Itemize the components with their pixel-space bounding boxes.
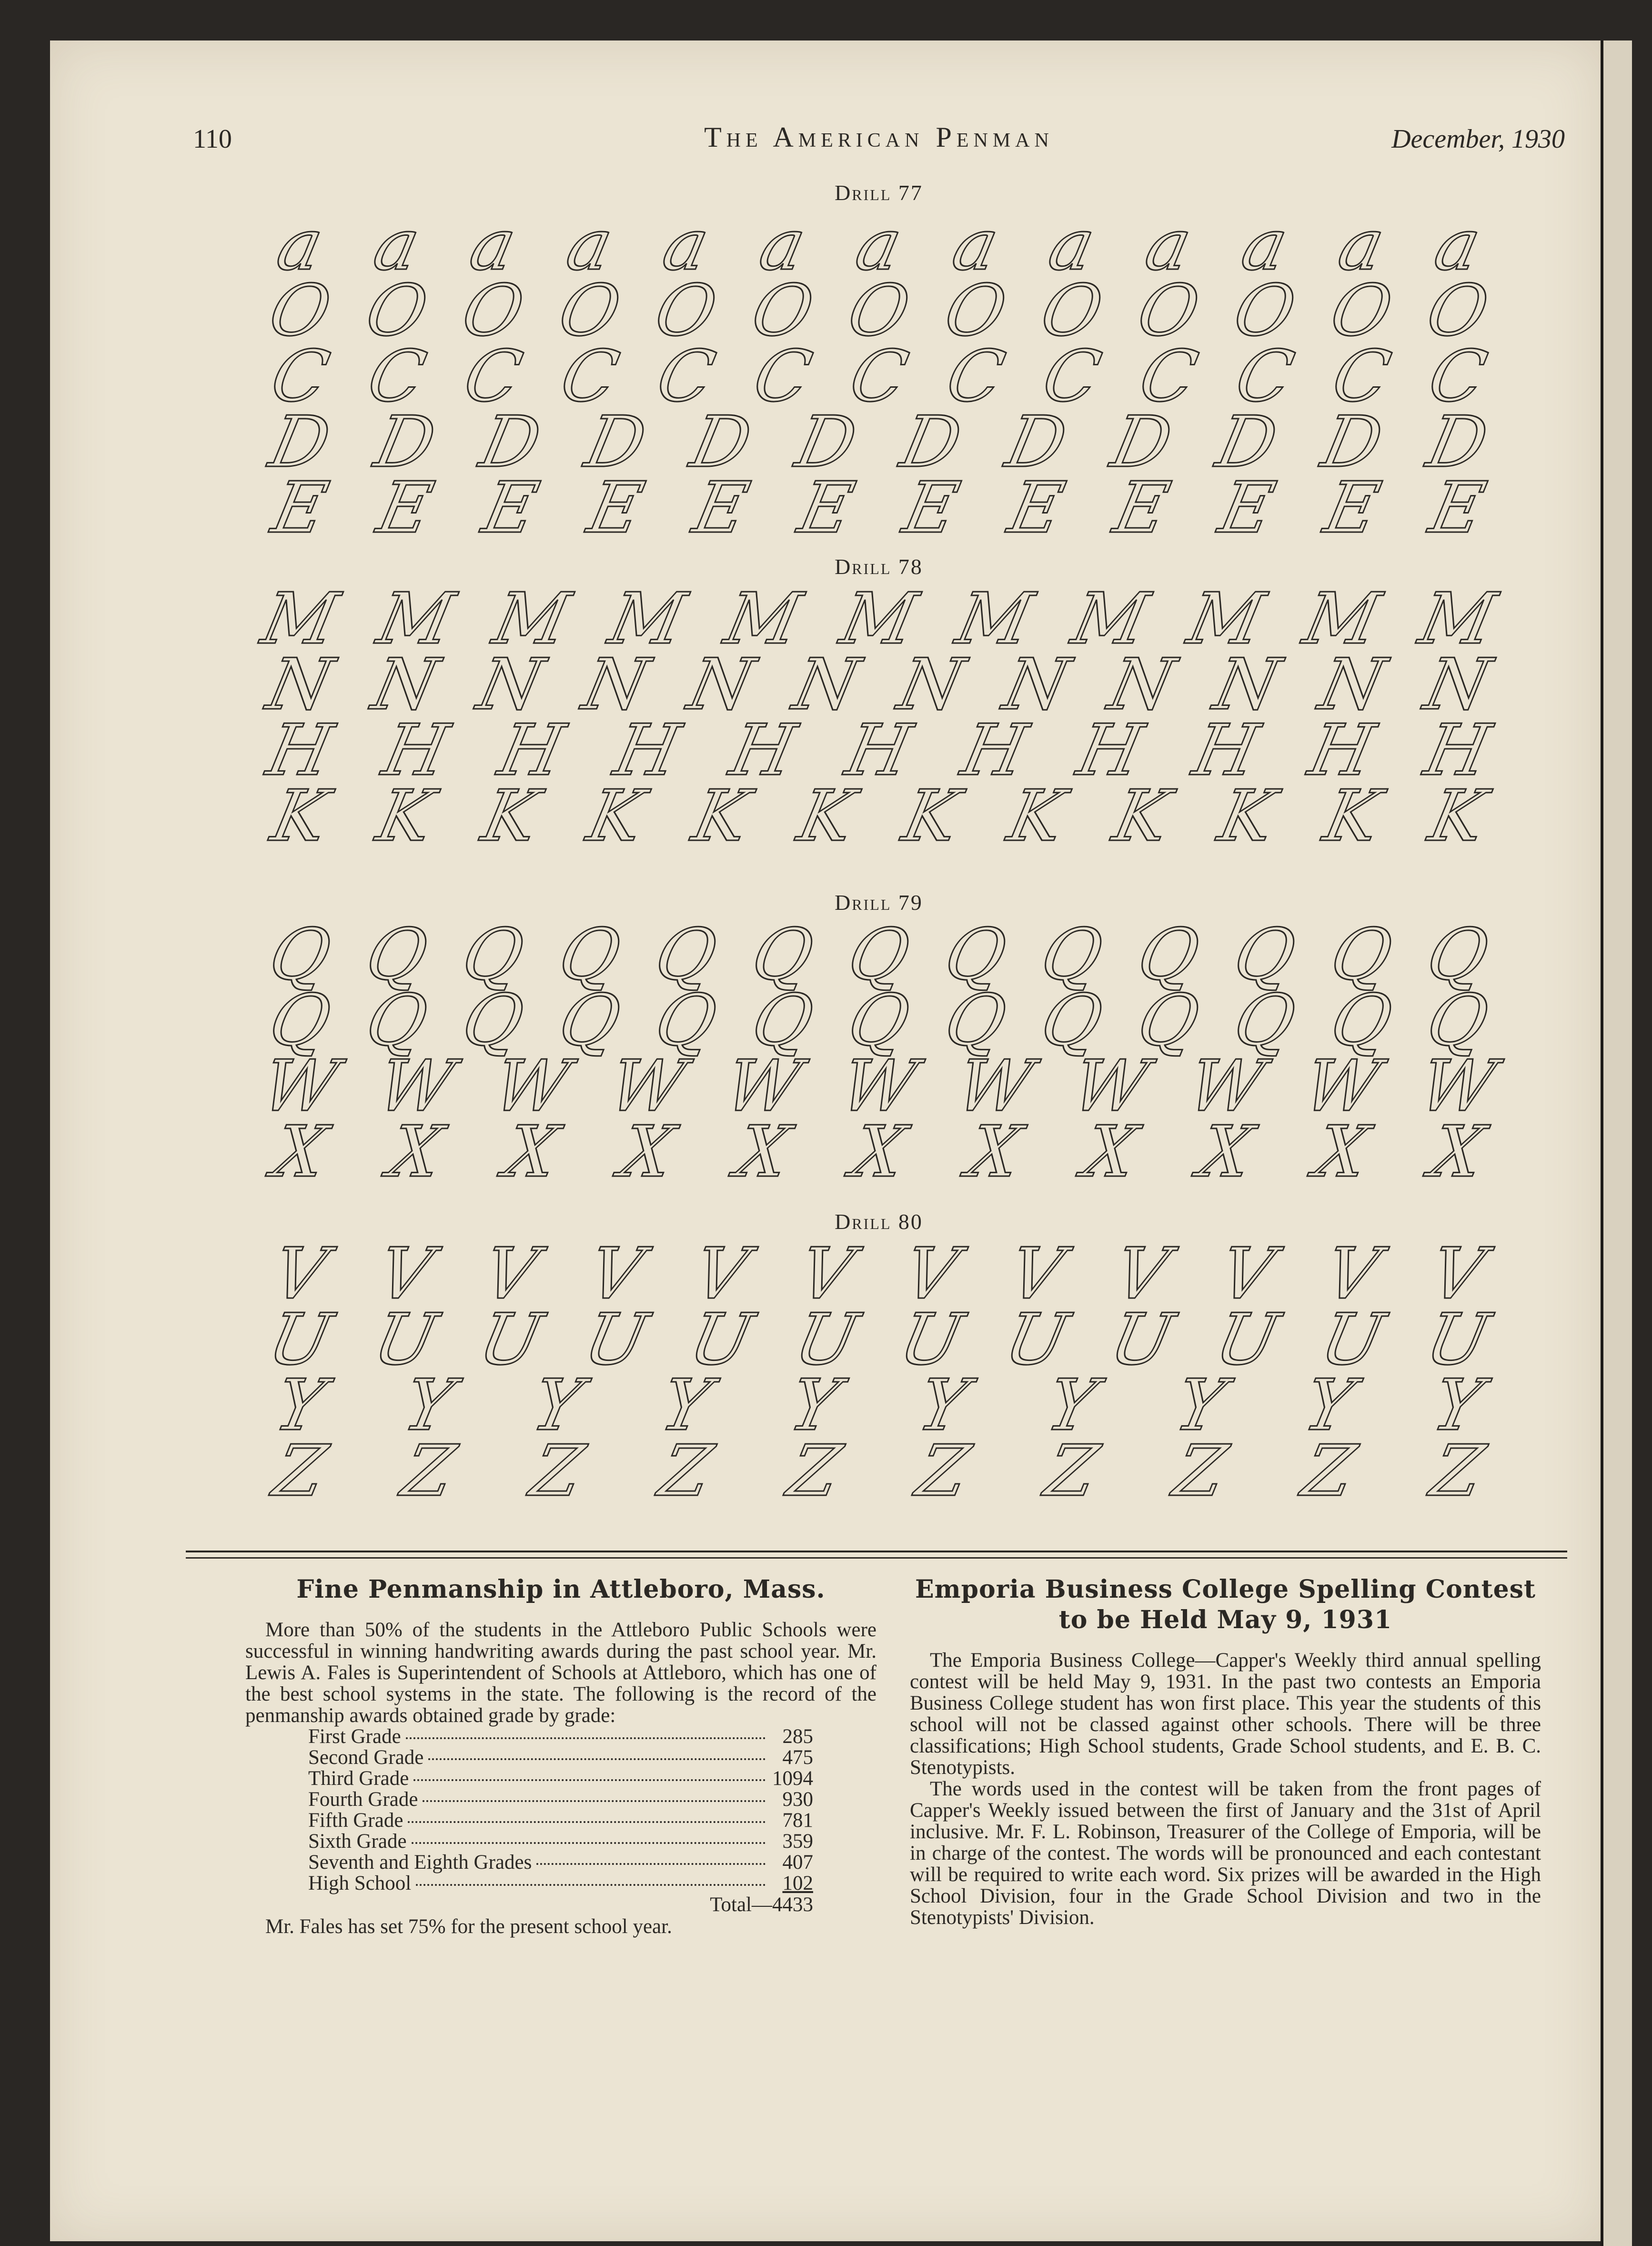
drill-letter: Q	[455, 914, 531, 996]
drill-letter: a	[849, 204, 909, 286]
drill-letter-row	[248, 775, 1510, 857]
drill-letter: E	[1002, 467, 1071, 549]
drill-letter: H	[261, 709, 340, 791]
drill-letter: D	[684, 401, 758, 483]
drill-letter: W	[834, 1045, 924, 1127]
grade-label: Fifth Grade	[308, 1809, 403, 1832]
drill-77	[248, 174, 1510, 549]
drill-letter: D	[789, 401, 864, 483]
grade-count: 781	[782, 1809, 813, 1832]
drill-letter-row	[248, 335, 1510, 417]
drill-letter: N	[1418, 644, 1497, 725]
drill-letter: Q	[359, 979, 434, 1061]
drill-letter: V	[1213, 1233, 1281, 1315]
drill-title: Drill 79	[835, 890, 923, 915]
drill-letter: Q	[1034, 914, 1109, 996]
drill-letter: O	[841, 270, 917, 352]
drill-letter-row	[248, 270, 1510, 352]
drill-letter: X	[1077, 1111, 1144, 1193]
drill-letter: D	[894, 401, 969, 483]
drill-letter: C	[843, 335, 915, 417]
drill-letter: Q	[1323, 914, 1399, 996]
article-intro: More than 50% of the students in the Attleboro Public Schools were successful in winning handwriting awards during the past school year. Mr. Lewis A. Fales is Superintendent of Schools at Attleboro, which has one of the best school systems in the state. The following is the record of the penmanship awards obtained grade by grade:	[245, 1619, 876, 1727]
drill-letter: Z	[1167, 1430, 1234, 1512]
drill-letter: V	[686, 1233, 755, 1315]
drill-letter-row	[248, 644, 1510, 725]
drill-letter: D	[1105, 401, 1179, 483]
drill-letter: U	[1103, 1299, 1180, 1380]
drill-letter: V	[897, 1233, 966, 1315]
drill-letter: Q	[552, 914, 627, 996]
dot-leader	[406, 1737, 766, 1739]
dot-leader	[416, 1884, 766, 1886]
drill-letter: Q	[1130, 914, 1206, 996]
drill-letter: N	[892, 644, 971, 725]
drill-letter: Q	[937, 979, 1013, 1061]
drill-letter: a	[560, 204, 619, 286]
dot-leader	[408, 1821, 766, 1823]
drill-letter: E	[581, 467, 651, 549]
grade-count: 359	[782, 1830, 813, 1853]
drill-letter: W	[1065, 1045, 1156, 1127]
drill-letter: M	[1412, 578, 1503, 660]
drill-letter: M	[1065, 578, 1156, 660]
drill-79	[248, 884, 1510, 1193]
article-attleboro	[245, 1574, 876, 1937]
drill-letter: Z	[524, 1430, 591, 1512]
drill-letter: K	[581, 775, 651, 857]
drill-letter: D	[1315, 401, 1390, 483]
drill-letter: N	[1208, 644, 1287, 725]
drill-letter: K	[686, 775, 756, 857]
grade-label: Sixth Grade	[308, 1830, 407, 1853]
drill-letter: C	[264, 335, 336, 417]
article-paragraph: The Emporia Business College—Capper's Weekly third annual spelling contest will be held May 9, 1931. In the past two contests an Emporia Business College student has won first place. This year the students of this school will not be classed against other schools. There will be three classifications; High School students, Grade School students, and E. B. C. Stenotypists.	[910, 1649, 1541, 1779]
drill-letter: O	[1227, 270, 1302, 352]
drill-letter: M	[255, 578, 345, 660]
drill-title: Drill 78	[835, 554, 923, 579]
drill-letter: W	[718, 1045, 808, 1127]
drill-letter: C	[361, 335, 433, 417]
drill-letter-row	[248, 1111, 1510, 1193]
drill-letter: a	[463, 204, 523, 286]
drill-letter: M	[486, 578, 577, 660]
drill-letter: D	[1210, 401, 1284, 483]
drill-letter: M	[602, 578, 693, 660]
drill-letter: H	[376, 709, 455, 791]
drill-letter: H	[608, 709, 687, 791]
drill-letter: D	[368, 401, 443, 483]
drill-letter: Q	[1227, 914, 1302, 996]
drill-letter: a	[946, 204, 1005, 286]
drill-letter-row	[248, 401, 1510, 483]
drill-letter: V	[371, 1233, 440, 1315]
drill-letter: Z	[910, 1430, 977, 1512]
drill-letter: a	[270, 204, 330, 286]
drill-letter: K	[1107, 775, 1177, 857]
grade-row	[308, 1810, 813, 1831]
dot-leader	[412, 1842, 766, 1844]
drill-letter: W	[1297, 1045, 1387, 1127]
drill-letter: K	[265, 775, 335, 857]
drill-letter: U	[262, 1299, 339, 1380]
drill-letter-row	[248, 1045, 1510, 1127]
drill-letter: X	[498, 1111, 565, 1193]
drill-letter: Q	[1323, 979, 1399, 1061]
drill-letter: Q	[552, 979, 627, 1061]
drill-letter: C	[939, 335, 1011, 417]
drill-letter: K	[1317, 775, 1388, 857]
drill-letter: a	[753, 204, 812, 286]
grade-label: Fourth Grade	[308, 1788, 418, 1811]
drill-letter: W	[949, 1045, 1040, 1127]
drill-letter: E	[1212, 467, 1282, 549]
drill-letter-row	[248, 1364, 1510, 1446]
drill-letter: Q	[1227, 979, 1302, 1061]
drill-letter-row	[248, 204, 1510, 286]
drill-letter: Q	[648, 914, 724, 996]
grade-count: 1094	[772, 1767, 813, 1790]
drill-letter: H	[1071, 709, 1150, 791]
drill-letter: E	[897, 467, 966, 549]
drill-letter: W	[255, 1045, 345, 1127]
drill-letter: N	[786, 644, 866, 725]
drill-letter: Q	[648, 979, 724, 1061]
drill-letter: Q	[1420, 979, 1495, 1061]
grade-label: Seventh and Eighth Grades	[308, 1851, 532, 1873]
drill-letter: O	[552, 270, 627, 352]
grade-count: 407	[782, 1851, 813, 1873]
drill-letter: K	[370, 775, 441, 857]
drill-letter: C	[1325, 335, 1397, 417]
grade-row	[308, 1852, 813, 1873]
drill-letter: E	[686, 467, 755, 549]
drill-letter: D	[999, 401, 1074, 483]
drill-letter: C	[1132, 335, 1204, 417]
drill-letter: D	[579, 401, 653, 483]
drill-letter-row	[248, 979, 1510, 1061]
drill-letter: Y	[782, 1364, 847, 1446]
drill-letter: C	[554, 335, 625, 417]
drill-letter-row	[248, 467, 1510, 549]
drill-letter-row	[248, 1430, 1510, 1512]
drill-letter: Y	[1168, 1364, 1233, 1446]
article-closing: Mr. Fales has set 75% for the present school year.	[265, 1915, 672, 1938]
drill-letter: C	[650, 335, 722, 417]
dot-leader	[428, 1758, 766, 1760]
dot-leader	[423, 1800, 766, 1802]
drill-letter: U	[998, 1299, 1075, 1380]
drill-letter: H	[492, 709, 571, 791]
issue-date: December, 1930	[1391, 124, 1565, 154]
drill-letter: K	[791, 775, 862, 857]
magazine-title: The American Penman	[704, 121, 1054, 153]
drill-letter: X	[1192, 1111, 1260, 1193]
drill-letter: Q	[745, 914, 820, 996]
drill-letter: H	[1302, 709, 1381, 791]
drill-letter: M	[371, 578, 461, 660]
grade-row	[308, 1831, 813, 1852]
drill-letter: K	[1422, 775, 1493, 857]
drill-letter-row	[248, 914, 1510, 996]
drill-78	[248, 548, 1510, 857]
drill-letter: Q	[1420, 914, 1495, 996]
drill-letter: E	[371, 467, 440, 549]
drill-letter: a	[656, 204, 716, 286]
section-divider	[186, 1551, 1567, 1561]
grade-awards-table	[308, 1726, 813, 1894]
drill-letter: N	[260, 644, 340, 725]
drill-letter: N	[471, 644, 550, 725]
drill-letter-row	[248, 1233, 1510, 1315]
drill-letter: Z	[653, 1430, 719, 1512]
drill-letter: K	[475, 775, 546, 857]
drill-title: Drill 77	[835, 181, 923, 205]
drill-letter: Q	[262, 979, 338, 1061]
drill-letter: H	[955, 709, 1034, 791]
drill-letter: Y	[525, 1364, 590, 1446]
drill-letter: O	[262, 270, 338, 352]
awards-total: Total—4433	[710, 1893, 813, 1916]
grade-row	[308, 1768, 813, 1789]
drill-80	[248, 1203, 1510, 1512]
grade-count: 475	[782, 1746, 813, 1769]
drill-letter: Z	[1424, 1430, 1491, 1512]
drill-letter: Z	[781, 1430, 848, 1512]
drill-letter: M	[1181, 578, 1271, 660]
drill-letter: V	[476, 1233, 545, 1315]
drill-letter: O	[937, 270, 1013, 352]
drill-letter: X	[614, 1111, 681, 1193]
drill-letter: K	[1212, 775, 1282, 857]
drill-letter-row	[248, 1299, 1510, 1380]
drill-letter: Y	[1297, 1364, 1361, 1446]
drill-letter: V	[266, 1233, 334, 1315]
drill-letter: K	[896, 775, 967, 857]
drill-letter: U	[893, 1299, 970, 1380]
drill-letter: N	[1313, 644, 1392, 725]
dot-leader	[413, 1779, 766, 1781]
drill-letter: Z	[395, 1430, 462, 1512]
drill-letter: C	[1229, 335, 1300, 417]
drill-letter: V	[581, 1233, 650, 1315]
grade-row	[308, 1789, 813, 1810]
drill-letter: a	[1428, 204, 1488, 286]
grade-row	[308, 1747, 813, 1768]
drill-letter: X	[1424, 1111, 1491, 1193]
drill-letter: O	[1130, 270, 1206, 352]
drill-letter: Q	[455, 979, 531, 1061]
article-emporia	[910, 1574, 1541, 1928]
drill-letter: U	[1314, 1299, 1391, 1380]
drill-letter: U	[577, 1299, 655, 1380]
drill-letter: U	[1419, 1299, 1496, 1380]
drill-letter: H	[1187, 709, 1266, 791]
drill-letter: X	[382, 1111, 450, 1193]
drill-letter: E	[265, 467, 335, 549]
drill-letter: W	[486, 1045, 577, 1127]
grade-label: Second Grade	[308, 1746, 424, 1769]
drill-letter-row	[248, 578, 1510, 660]
drill-letter: E	[792, 467, 861, 549]
drill-letter: a	[1138, 204, 1198, 286]
drill-letter: W	[602, 1045, 693, 1127]
drill-letter: Y	[268, 1364, 332, 1446]
drill-letter: Z	[1038, 1430, 1105, 1512]
drill-letter: Q	[841, 979, 917, 1061]
drill-letter: O	[648, 270, 724, 352]
drill-letter: H	[724, 709, 803, 791]
drill-letter: U	[682, 1299, 760, 1380]
article-headline: Emporia Business College Spelling Contest to be Held May 9, 1931	[915, 1575, 1536, 1634]
drill-letter-row	[248, 709, 1510, 791]
drill-letter: O	[359, 270, 434, 352]
drill-letter: K	[1001, 775, 1072, 857]
drill-letter: Q	[841, 914, 917, 996]
grade-count: 285	[782, 1725, 813, 1748]
article-paragraph: The words used in the contest will be taken from the front pages of Capper's Weekly issued between the first of January and the 31st of April inclusive. Mr. F. L. Robinson, Treasurer of the College of Emporia, will be in charge of the contest. The words will be pronounced and each contestant will be required to write each word. Six prizes will be awarded in the High School Division, four in the Grade School Division and two in the Stenotypists' Division.	[910, 1778, 1541, 1929]
drill-letter: U	[1209, 1299, 1286, 1380]
drill-letter: V	[1423, 1233, 1492, 1315]
grade-row	[308, 1873, 813, 1894]
drill-letter: N	[365, 644, 445, 725]
drill-letter: Y	[1039, 1364, 1104, 1446]
grade-count: 930	[782, 1788, 813, 1811]
drill-letter: E	[476, 467, 545, 549]
drill-letter: X	[845, 1111, 913, 1193]
drill-letter: M	[1297, 578, 1387, 660]
drill-letter: N	[681, 644, 761, 725]
drill-letter: X	[729, 1111, 797, 1193]
drill-letter: Y	[1425, 1364, 1490, 1446]
drill-letter: N	[576, 644, 655, 725]
drill-letter: Q	[937, 914, 1013, 996]
drill-letter: C	[746, 335, 818, 417]
drill-letter: Y	[396, 1364, 461, 1446]
drill-letter: Q	[359, 914, 434, 996]
drill-letter: O	[455, 270, 531, 352]
drill-letter: U	[367, 1299, 444, 1380]
drill-letter: E	[1423, 467, 1492, 549]
drill-letter: U	[472, 1299, 549, 1380]
drill-letter: Z	[267, 1430, 333, 1512]
drill-letter: N	[1102, 644, 1182, 725]
drill-letter: X	[1308, 1111, 1376, 1193]
drill-letter: Z	[1296, 1430, 1362, 1512]
drill-letter: Q	[1130, 979, 1206, 1061]
drill-letter: U	[787, 1299, 865, 1380]
drill-letter: V	[792, 1233, 861, 1315]
drill-letter: M	[718, 578, 808, 660]
drill-letter: C	[457, 335, 529, 417]
drill-letter: Q	[745, 979, 820, 1061]
drill-letter: a	[1235, 204, 1295, 286]
drill-letter: C	[1422, 335, 1493, 417]
drill-letter: M	[834, 578, 924, 660]
drill-letter: D	[1420, 401, 1495, 483]
drill-letter: Y	[911, 1364, 976, 1446]
drill-letter: Q	[262, 914, 338, 996]
drill-letter: Q	[1034, 979, 1109, 1061]
page-number: 110	[193, 124, 232, 154]
drill-letter: O	[1420, 270, 1495, 352]
grade-label: High School	[308, 1872, 412, 1894]
drill-letter: V	[1108, 1233, 1176, 1315]
drill-letter: O	[1323, 270, 1399, 352]
drill-letter: H	[839, 709, 918, 791]
drill-letter: X	[266, 1111, 334, 1193]
drill-letter: a	[1042, 204, 1102, 286]
grade-row	[308, 1726, 813, 1747]
drill-letter: H	[1418, 709, 1497, 791]
grade-label: Third Grade	[308, 1767, 409, 1790]
drill-letter: a	[367, 204, 426, 286]
grade-count: 102	[782, 1872, 813, 1894]
dot-leader	[536, 1863, 766, 1865]
drill-letter: E	[1107, 467, 1177, 549]
drill-letter: D	[473, 401, 548, 483]
drill-letter: Y	[654, 1364, 718, 1446]
page-header	[193, 119, 1565, 162]
drill-letter: V	[1318, 1233, 1387, 1315]
drill-letter: N	[997, 644, 1077, 725]
drill-letter: M	[949, 578, 1040, 660]
drill-letter: W	[1181, 1045, 1271, 1127]
drill-letter: O	[1034, 270, 1109, 352]
drill-letter: W	[371, 1045, 461, 1127]
drill-letter: W	[1412, 1045, 1503, 1127]
drill-letter: a	[1331, 204, 1391, 286]
article-headline: Fine Penmanship in Attleboro, Mass.	[296, 1575, 826, 1604]
drill-title: Drill 80	[835, 1209, 923, 1234]
drill-letter: E	[1318, 467, 1387, 549]
drill-letter: D	[263, 401, 337, 483]
facing-page-edge	[1601, 40, 1632, 2246]
drill-letter: X	[961, 1111, 1028, 1193]
drill-letter: C	[1036, 335, 1108, 417]
grade-label: First Grade	[308, 1725, 401, 1748]
drill-letter: V	[1002, 1233, 1071, 1315]
drill-letter: O	[745, 270, 820, 352]
